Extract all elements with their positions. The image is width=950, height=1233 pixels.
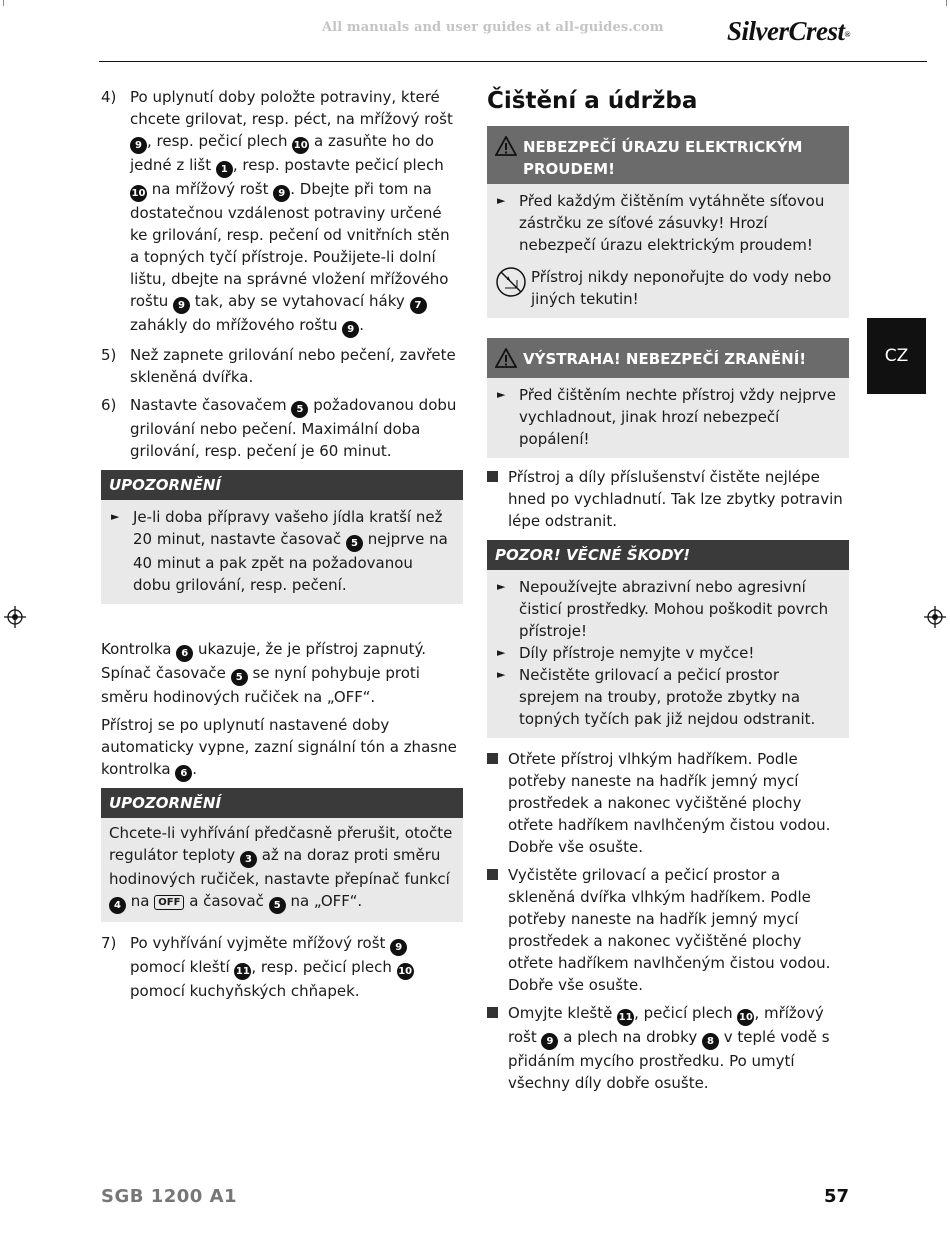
step-number: 5) — [101, 346, 117, 364]
warning-heading — [487, 126, 849, 184]
ref-5: 5 — [346, 535, 363, 552]
registration-mark-icon — [4, 606, 26, 628]
paragraph-indicator: Kontrolka 6 ukazuje, že je přístroj zapnutý. Spínač časovače 5 se nyní pohybuje proti směru hodinových ručiček na „OFF“. — [101, 640, 426, 706]
warning-text: Přístroj nikdy neponořujte do vody nebo jiných tekutin! — [531, 268, 832, 308]
caution-text: Nepoužívejte abrazivní nebo agresivní čisticí prostředky. Mohou poškodit povrch přístroje! — [519, 578, 829, 640]
brand-logo — [727, 16, 850, 46]
ref-11: 11 — [617, 1009, 634, 1026]
ref-10: 10 — [737, 1009, 754, 1026]
step-7 — [101, 932, 463, 1002]
step-text: Po uplynutí doby položte potraviny, které chcete grilovat, resp. péct, na mřížový rošt 9 , resp. pečicí plech 10 a zasuňte ho do jedné z lišt 1 , resp. postavte pečicí plech 10 na mřížový rošt 9 . Dbejte při tom na dostatečnou vzdálenost potraviny určené ke grilování, resp. pečení od vnitřních stěn a topných tyčí přístroje. Použijete-li dolní lištu, dbejte na správné vložení mřížového roštu 9 tak, aby se vytahovací háky 7 zahákly do mřížového roštu 9 . — [130, 86, 463, 338]
warning-body — [487, 378, 849, 458]
step-number: 6) — [101, 396, 117, 414]
step-number: 4) — [101, 88, 117, 106]
brand-name: SilverCrest — [727, 16, 845, 46]
list-text: Otřete přístroj vlhkým hadříkem. Podle potřeby naneste na hadřík jemný mycí prostředek a nakonec vyčištěné plochy otřete hadříkem navlhčeným čistou vodou. Dobře vše osušte. — [508, 750, 831, 856]
language-tab: CZ — [867, 318, 926, 394]
warning-text: Před každým čištěním vytáhněte síťovou zástrčku ze síťové zásuvky! Hrozí nebezpečí úrazu elektrickým proudem! — [519, 192, 825, 254]
caution-text: Díly přístroje nemyjte v myčce! — [519, 644, 755, 662]
ref-10: 10 — [130, 185, 147, 202]
step-text: Než zapnete grilování nebo pečení, zavřete skleněná dvířka. — [130, 346, 456, 386]
square-bullet-icon — [487, 1002, 508, 1094]
square-bullet-icon — [487, 864, 508, 996]
ref-9: 9 — [130, 137, 147, 154]
ref-1: 1 — [216, 161, 233, 178]
list-text: Přístroj a díly příslušenství čistěte nejlépe hned po vychladnutí. Tak lze zbytky potravin lépe odstranit. — [508, 468, 843, 530]
ref-5: 5 — [291, 401, 308, 418]
watermark: All manuals and user guides at all-guides.com — [322, 20, 664, 35]
note-heading: UPOZORNĚNÍ — [101, 470, 463, 500]
note-item — [109, 506, 455, 596]
caution-item — [495, 664, 841, 730]
registered-mark-icon: ® — [844, 30, 850, 39]
note-body — [101, 500, 463, 604]
ref-9: 9 — [541, 1033, 558, 1050]
model-number: SGB 1200 A1 — [101, 1186, 238, 1207]
arrow-bullet-icon: ► — [497, 388, 506, 401]
caution-item — [495, 642, 841, 664]
step-4 — [101, 86, 463, 338]
list-text: Vyčistěte grilovací a pečicí prostor a skleněná dvířka vlhkým hadříkem. Podle potřeby naneste na hadřík jemný mycí prostředek a nakonec vyčištěné plochy otřete hadříkem navlhčeným čistou vodou. Dobře vše osušte. — [508, 866, 831, 994]
crop-mark — [946, 0, 947, 6]
ref-7: 7 — [410, 297, 427, 314]
note-heading: UPOZORNĚNÍ — [101, 788, 463, 818]
arrow-bullet-icon: ► — [497, 580, 506, 593]
left-column — [101, 86, 463, 1008]
step-text: Po vyhřívání vyjměte mřížový rošt 9 pomocí kleští 11 , resp. pečicí plech 10 pomocí kuchyňských chňapek. — [130, 934, 413, 1000]
ref-5: 5 — [231, 669, 248, 686]
header-rule — [99, 61, 927, 62]
ref-9: 9 — [390, 939, 407, 956]
list-item — [487, 748, 849, 858]
note-box — [101, 470, 463, 604]
warning-box-injury — [487, 338, 849, 458]
warning-text: Před čištěním nechte přístroj vždy nejprve vychladnout, jinak hrozí nebezpečí popálení! — [519, 386, 837, 448]
registration-mark-icon — [924, 606, 946, 628]
arrow-bullet-icon: ► — [497, 668, 506, 681]
list-text: Omyjte kleště 11 , pečicí plech 10 , mřížový rošt 9 a plech na drobky 8 v teplé vodě s přidáním mycího prostředku. Po umytí všechny díly dobře osušte. — [508, 1004, 830, 1092]
step-number: 7) — [101, 934, 117, 952]
caution-heading: POZOR! VĚCNÉ ŠKODY! — [487, 540, 849, 570]
square-bullet-icon — [487, 748, 508, 858]
warning-item — [495, 384, 841, 450]
warning-heading — [487, 338, 849, 378]
ref-6: 6 — [176, 645, 193, 662]
caution-body — [487, 570, 849, 738]
paragraph-autooff: Přístroj se po uplynutí nastavené doby automaticky vypne, zazní signální tón a zhasne kontrolka 6 . — [101, 714, 463, 782]
note-box — [101, 788, 463, 922]
ref-9: 9 — [173, 297, 190, 314]
list-item — [487, 466, 849, 532]
caution-text: Nečistěte grilovací a pečicí prostor sprejem na trouby, protože zbytky na topných tyčích pak již nejdou odstranit. — [519, 666, 816, 728]
caution-box — [487, 540, 849, 738]
ref-4: 4 — [109, 897, 126, 914]
ref-6: 6 — [175, 765, 192, 782]
warning-triangle-icon — [495, 136, 523, 180]
warning-item — [495, 266, 841, 310]
warning-heading-text: NEBEZPEČÍ ÚRAZU ELEKTRICKÝM PROUDEM! — [523, 138, 803, 178]
ref-3: 3 — [240, 851, 257, 868]
step-6 — [101, 394, 463, 462]
warning-heading-text: VÝSTRAHA! NEBEZPEČÍ ZRANĚNÍ! — [523, 350, 807, 368]
ref-10: 10 — [397, 963, 414, 980]
step-text: Nastavte časovačem 5 požadovanou dobu grilování nebo pečení. Maximální doba grilování, resp. pečení je 60 minut. — [130, 396, 457, 460]
arrow-bullet-icon: ► — [497, 646, 506, 659]
list-item — [487, 1002, 849, 1094]
warning-item — [495, 190, 841, 256]
arrow-bullet-icon: ► — [111, 510, 120, 523]
warning-box-electric — [487, 126, 849, 318]
warning-body — [487, 184, 849, 318]
note-body: Chcete-li vyhřívání předčasně přerušit, otočte regulátor teploty 3 až na doraz proti směru hodinových ručiček, nastavte přepínač funkcí 4 na OFF a časovač 5 na „OFF“. — [101, 818, 463, 922]
right-column — [487, 86, 849, 1100]
ref-9: 9 — [342, 321, 359, 338]
square-bullet-icon — [487, 466, 508, 532]
off-symbol-icon: OFF — [154, 895, 184, 910]
section-title: Čištění a údržba — [487, 88, 698, 114]
no-immersion-icon — [495, 266, 531, 310]
crop-mark — [3, 0, 4, 6]
ref-8: 8 — [702, 1033, 719, 1050]
list-item — [487, 864, 849, 996]
note-text: Je-li doba přípravy vašeho jídla kratší než 20 minut, nastavte časovač 5 nejprve na 40 minut a pak zpět na požadovanou dobu grilování, resp. pečení. — [133, 508, 448, 594]
ref-10: 10 — [292, 137, 309, 154]
ref-11: 11 — [234, 963, 251, 980]
page-number: 57 — [823, 1186, 849, 1207]
arrow-bullet-icon: ► — [497, 194, 506, 207]
warning-triangle-icon — [495, 348, 523, 374]
caution-item — [495, 576, 841, 642]
ref-5: 5 — [269, 897, 286, 914]
step-5 — [101, 344, 463, 388]
ref-9: 9 — [273, 185, 290, 202]
